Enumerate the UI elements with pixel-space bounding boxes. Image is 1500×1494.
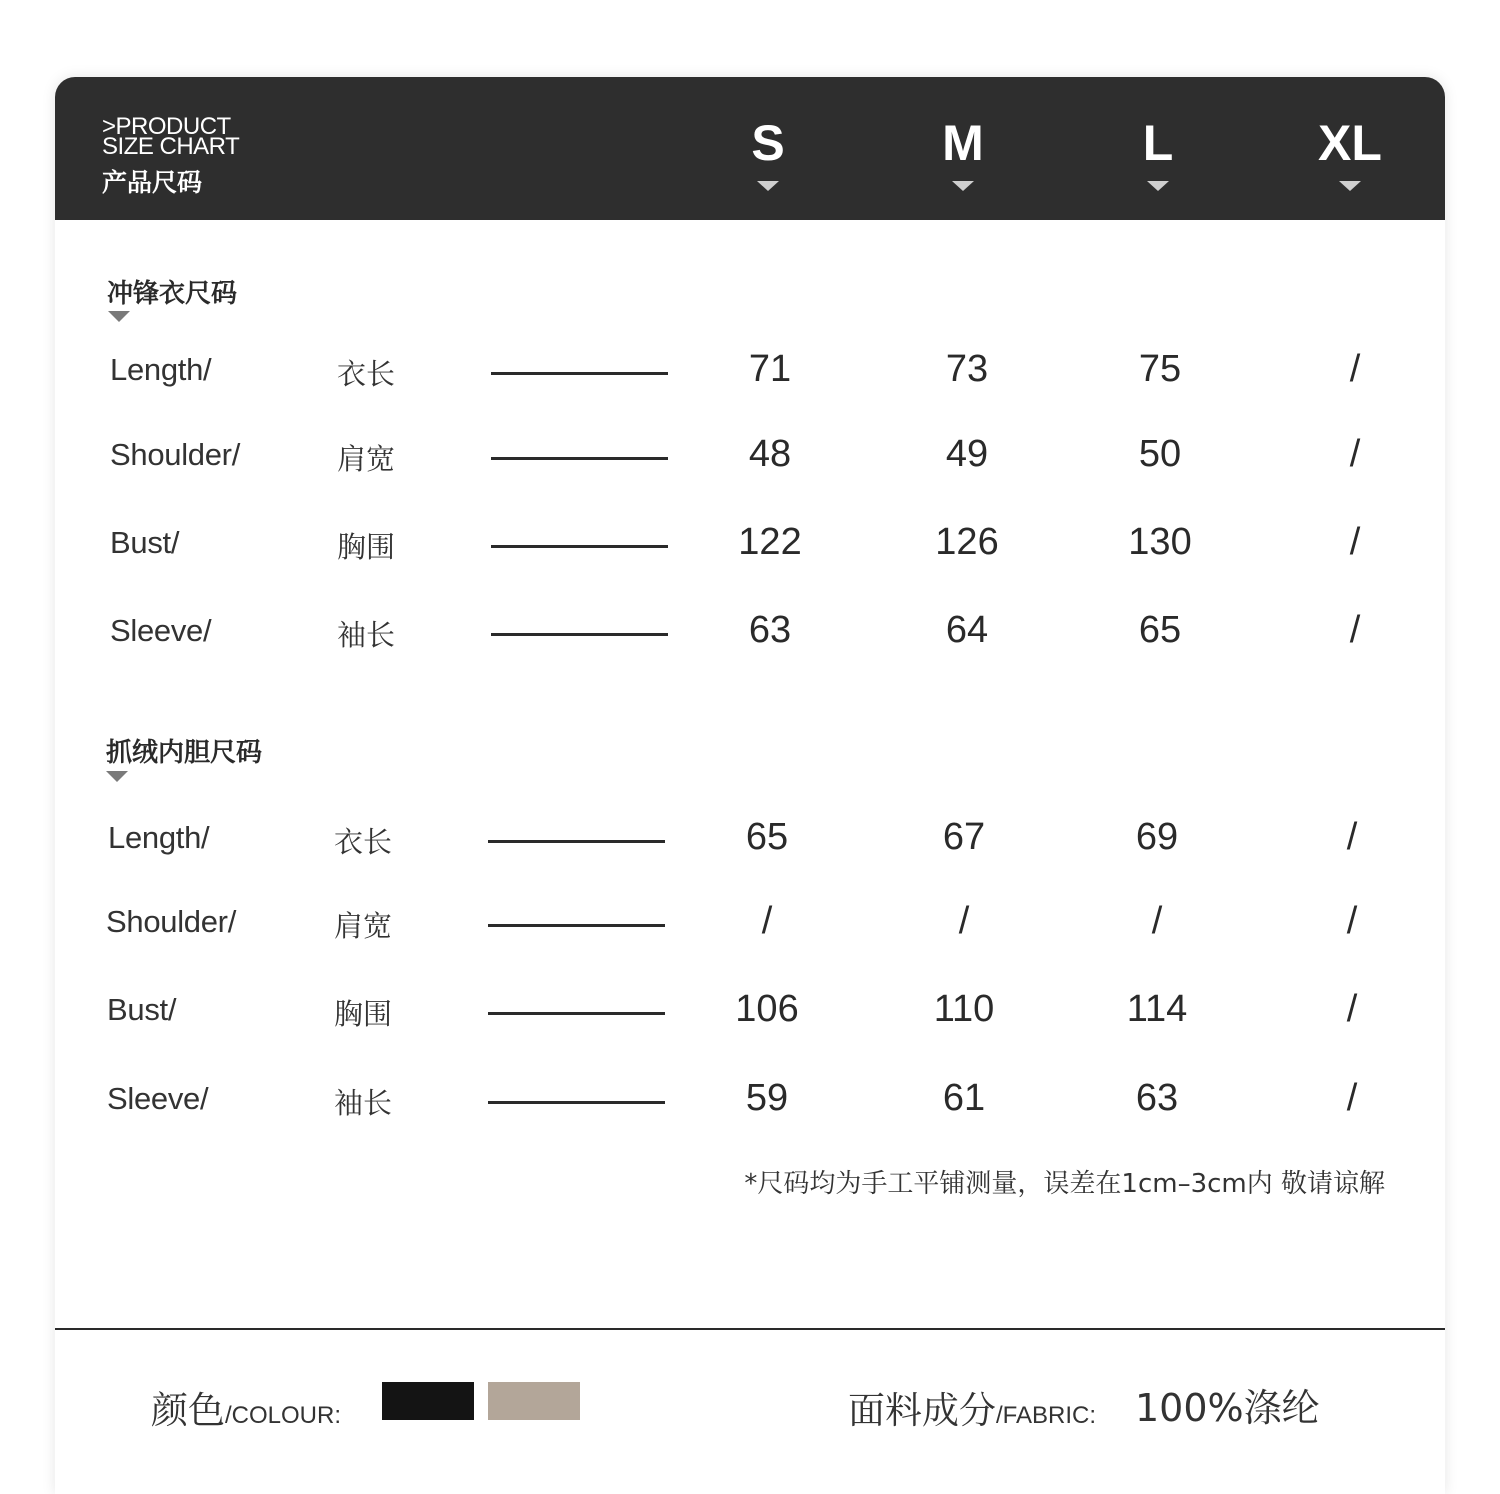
leader-line xyxy=(491,457,668,460)
measure-label-cn: 胸围 xyxy=(334,997,393,1031)
size-value: / xyxy=(1349,348,1361,390)
measure-label-en: Shoulder/ xyxy=(110,437,241,472)
size-value: 71 xyxy=(748,348,792,390)
leader-line xyxy=(491,372,668,375)
size-column-l xyxy=(1098,115,1218,191)
size-value: 65 xyxy=(745,816,789,858)
size-value: 63 xyxy=(748,609,792,651)
leader-line xyxy=(488,840,665,843)
brand-line-2: SIZE CHART xyxy=(102,133,240,160)
measure-label-cn: 肩宽 xyxy=(334,909,393,943)
triangle-down-icon xyxy=(757,181,779,191)
measure-label-cn: 衣长 xyxy=(334,825,393,859)
size-label: L xyxy=(1142,115,1174,171)
table-row xyxy=(55,1071,1445,1131)
colour-label-en: /COLOUR: xyxy=(225,1402,342,1429)
size-value: / xyxy=(1346,988,1358,1030)
brand-line-1: >PRODUCT xyxy=(102,113,231,140)
colour-swatch-black xyxy=(382,1382,474,1420)
colour-label-cn: 颜色 xyxy=(151,1389,225,1432)
triangle-down-icon xyxy=(1147,181,1169,191)
fabric-label xyxy=(848,1380,1096,1434)
size-value: / xyxy=(1346,900,1358,942)
size-value: 126 xyxy=(935,521,999,563)
size-value: 114 xyxy=(1126,988,1188,1030)
measure-label-cn: 袖长 xyxy=(337,618,396,652)
fabric-value: 100%涤纶 xyxy=(1135,1386,1320,1430)
measure-label-en: Length/ xyxy=(108,820,210,855)
measure-label-en: Bust/ xyxy=(110,525,180,560)
measure-label-cn: 肩宽 xyxy=(337,442,396,476)
table-row xyxy=(55,515,1445,575)
table-row xyxy=(55,810,1445,870)
size-label: XL xyxy=(1318,115,1382,171)
colour-swatch-khaki xyxy=(488,1382,580,1420)
size-value: / xyxy=(1349,609,1361,651)
size-value: 67 xyxy=(942,816,986,858)
size-value: / xyxy=(1349,433,1361,475)
size-column-s xyxy=(708,115,828,191)
size-value: 130 xyxy=(1128,521,1192,563)
size-value: 63 xyxy=(1135,1077,1179,1119)
table-row xyxy=(55,982,1445,1042)
size-value: 69 xyxy=(1135,816,1179,858)
measure-label-en: Bust/ xyxy=(107,992,177,1027)
size-label: M xyxy=(942,115,984,171)
size-chart-card xyxy=(55,77,1445,1494)
measure-label-cn: 胸围 xyxy=(337,530,396,564)
leader-line xyxy=(491,545,668,548)
measure-label-en: Sleeve/ xyxy=(110,613,212,648)
size-value: 65 xyxy=(1138,609,1182,651)
size-value: 59 xyxy=(745,1077,789,1119)
size-value: / xyxy=(1151,900,1163,942)
table-row xyxy=(55,427,1445,487)
triangle-down-icon xyxy=(952,181,974,191)
measure-label-cn: 袖长 xyxy=(334,1086,393,1120)
fabric-label-cn: 面料成分 xyxy=(848,1389,996,1432)
size-value: 110 xyxy=(933,988,995,1030)
chart-header xyxy=(55,77,1445,220)
size-value: / xyxy=(1346,816,1358,858)
size-value: 64 xyxy=(945,609,989,651)
size-value: / xyxy=(761,900,773,942)
size-value: / xyxy=(958,900,970,942)
section-title-jacket: 冲锋衣尺码 xyxy=(107,279,238,309)
fabric-label-en: /FABRIC: xyxy=(996,1402,1097,1429)
table-row xyxy=(55,894,1445,954)
colour-label xyxy=(151,1380,341,1434)
size-value: / xyxy=(1349,521,1361,563)
footer-divider xyxy=(55,1328,1445,1330)
leader-line xyxy=(488,1012,665,1015)
size-value: 49 xyxy=(945,433,989,475)
triangle-down-icon xyxy=(106,771,128,782)
measure-label-cn: 衣长 xyxy=(337,357,396,391)
size-value: 48 xyxy=(748,433,792,475)
leader-line xyxy=(488,1101,665,1104)
table-row xyxy=(55,342,1445,402)
measure-label-en: Shoulder/ xyxy=(106,904,237,939)
table-row xyxy=(55,603,1445,663)
size-value: / xyxy=(1346,1077,1358,1119)
section-title-fleece-liner: 抓绒内胆尺码 xyxy=(106,738,263,768)
leader-line xyxy=(488,924,665,927)
measure-label-en: Length/ xyxy=(110,352,212,387)
brand-title-cn: 产品尺码 xyxy=(102,168,203,197)
size-value: 75 xyxy=(1138,348,1182,390)
chart-brand xyxy=(102,113,240,199)
triangle-down-icon xyxy=(1339,181,1361,191)
leader-line xyxy=(491,633,668,636)
size-value: 50 xyxy=(1138,433,1182,475)
size-value: 73 xyxy=(945,348,989,390)
size-value: 106 xyxy=(735,988,799,1030)
size-value: 61 xyxy=(942,1077,986,1119)
size-column-xl xyxy=(1290,115,1410,191)
size-column-m xyxy=(903,115,1023,191)
measurement-note: *尺码均为手工平铺测量，误差在1cm–3cm内 敬请谅解 xyxy=(744,1169,1385,1199)
size-label: S xyxy=(751,115,785,171)
size-value: 122 xyxy=(738,521,802,563)
triangle-down-icon xyxy=(108,311,130,322)
measure-label-en: Sleeve/ xyxy=(107,1081,209,1116)
